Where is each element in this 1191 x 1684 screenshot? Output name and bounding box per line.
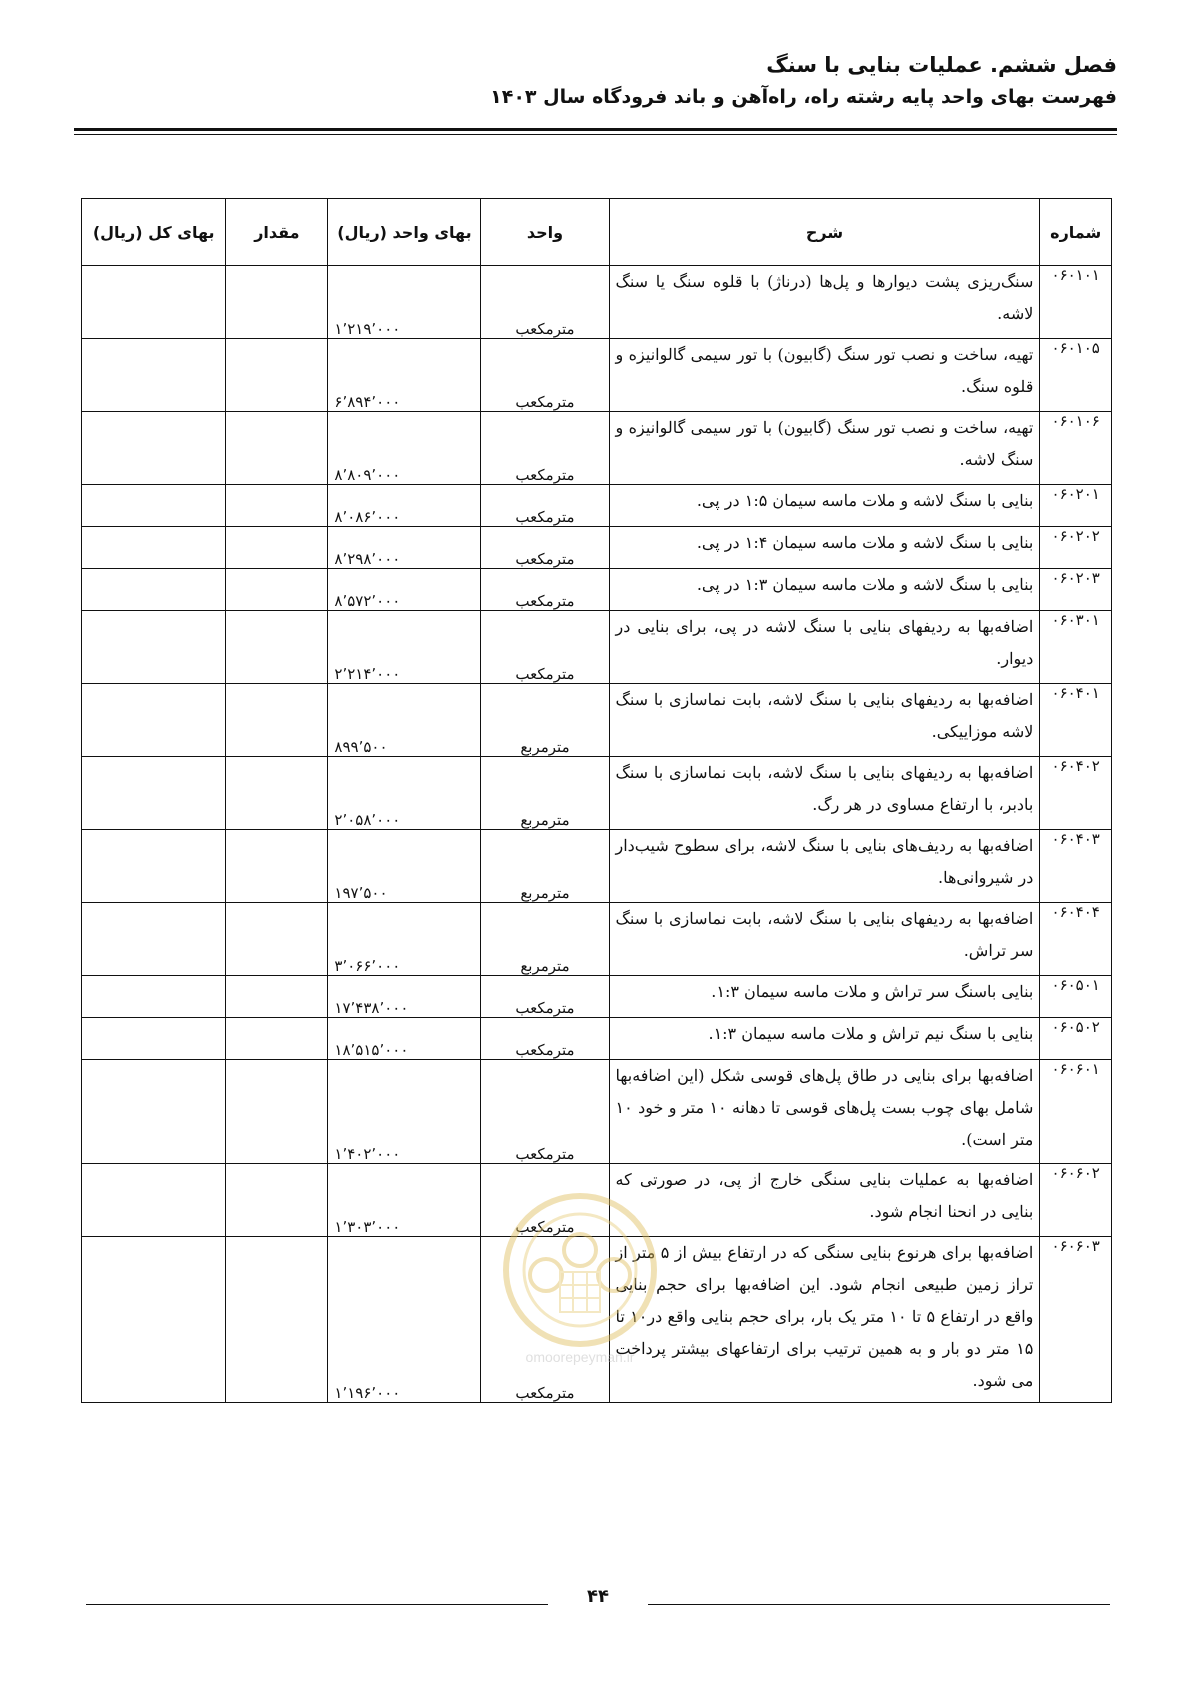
row-unit: مترمکعب [481, 1060, 609, 1164]
row-unit-price: ۱٬۴۰۲٬۰۰۰ [328, 1060, 481, 1164]
table-row [82, 1060, 1112, 1164]
row-unit-price: ۱۸٬۵۱۵٬۰۰۰ [328, 1018, 481, 1060]
row-unit: مترمربع [481, 903, 609, 976]
row-unit: مترمکعب [481, 527, 609, 569]
row-quantity [226, 339, 328, 412]
row-unit-price: ۲٬۰۵۸٬۰۰۰ [328, 757, 481, 830]
row-unit-price: ۸٬۵۷۲٬۰۰۰ [328, 569, 481, 611]
column-header-unit: واحد [481, 199, 609, 266]
row-quantity [226, 1060, 328, 1164]
row-total-price [82, 569, 226, 611]
row-unit: مترمکعب [481, 1018, 609, 1060]
row-description: بنایی با سنگ لاشه و ملات ماسه سیمان ۱:۵ در پی. [609, 485, 1040, 527]
row-unit: مترمکعب [481, 339, 609, 412]
row-total-price [82, 339, 226, 412]
row-description: تهیه، ساخت و نصب تور سنگ (گابیون) با تور سیمی گالوانیزه و قلوه سنگ. [609, 339, 1040, 412]
row-code: ۰۶۰۴۰۲ [1040, 757, 1112, 830]
row-unit-price: ۱۷٬۴۳۸٬۰۰۰ [328, 976, 481, 1018]
row-unit-price: ۱٬۳۰۳٬۰۰۰ [328, 1164, 481, 1237]
table-row [82, 903, 1112, 976]
table-row [82, 485, 1112, 527]
row-quantity [226, 684, 328, 757]
watermark-text: omoorepeyman.ir [525, 1349, 635, 1365]
row-description: اضافه‌بها برای بنایی در طاق پل‌های قوسی شکل (این اضافه‌بها شامل بهای چوب بست پل‌های قوسی تا دهانه ۱۰ متر و خود ۱۰ متر است). [609, 1060, 1040, 1164]
row-code: ۰۶۰۵۰۲ [1040, 1018, 1112, 1060]
row-code: ۰۶۰۱۰۵ [1040, 339, 1112, 412]
row-quantity [226, 1018, 328, 1060]
row-code: ۰۶۰۲۰۳ [1040, 569, 1112, 611]
row-unit: مترمکعب [481, 1237, 609, 1403]
row-total-price [82, 1164, 226, 1237]
row-unit: مترمکعب [481, 485, 609, 527]
row-unit: مترمکعب [481, 976, 609, 1018]
row-total-price [82, 976, 226, 1018]
row-unit: مترمربع [481, 830, 609, 903]
header-rule-thin [74, 134, 1117, 135]
column-header-quantity: مقدار [226, 199, 328, 266]
row-quantity [226, 903, 328, 976]
row-total-price [82, 485, 226, 527]
table-header-row [82, 199, 1112, 266]
row-quantity [226, 412, 328, 485]
table-row [82, 412, 1112, 485]
row-code: ۰۶۰۲۰۱ [1040, 485, 1112, 527]
row-description: تهیه، ساخت و نصب تور سنگ (گابیون) با تور سیمی گالوانیزه و سنگ لاشه. [609, 412, 1040, 485]
row-description: اضافه‌بها به ردیفهای بنایی با سنگ لاشه، بابت نماسازی با سنگ بادبر، با ارتفاع مساوی در هر رگ. [609, 757, 1040, 830]
row-unit-price: ۸٬۰۸۶٬۰۰۰ [328, 485, 481, 527]
row-total-price [82, 1060, 226, 1164]
row-unit-price: ۱٬۲۱۹٬۰۰۰ [328, 266, 481, 339]
row-unit-price: ۶٬۸۹۴٬۰۰۰ [328, 339, 481, 412]
row-total-price [82, 266, 226, 339]
table-row [82, 976, 1112, 1018]
row-unit: مترمکعب [481, 1164, 609, 1237]
table-row [82, 611, 1112, 684]
row-quantity [226, 527, 328, 569]
row-unit-price: ۸٬۲۹۸٬۰۰۰ [328, 527, 481, 569]
table-row [82, 527, 1112, 569]
row-code: ۰۶۰۱۰۶ [1040, 412, 1112, 485]
column-header-total-price: بهای کل (ریال) [82, 199, 226, 266]
row-description: بنایی باسنگ سر تراش و ملات ماسه سیمان ۱:۳. [609, 976, 1040, 1018]
row-total-price [82, 903, 226, 976]
column-header-description: شرح [609, 199, 1040, 266]
watermark-seal [500, 1180, 660, 1380]
row-description: بنایی با سنگ نیم تراش و ملات ماسه سیمان ۱:۳. [609, 1018, 1040, 1060]
row-total-price [82, 611, 226, 684]
row-description: اضافه‌بها به ردیفهای بنایی با سنگ لاشه، بابت نماسازی با سنگ لاشه موزاییکی. [609, 684, 1040, 757]
row-unit: مترمکعب [481, 611, 609, 684]
row-quantity [226, 830, 328, 903]
row-code: ۰۶۰۶۰۱ [1040, 1060, 1112, 1164]
row-unit: مترمکعب [481, 569, 609, 611]
row-code: ۰۶۰۴۰۴ [1040, 903, 1112, 976]
row-code: ۰۶۰۴۰۳ [1040, 830, 1112, 903]
row-description: اضافه‌بها برای هرنوع بنایی سنگی که در ارتفاع بیش از ۵ متر از تراز زمین طبیعی انجام شود. این اضافه‌بها برای حجم بنایی واقع در ارتفاع ۵ تا ۱۰ متر یک بار، برای حجم بنایی واقع در۱۰ تا ۱۵ متر دو بار و به همین ترتیب برای ارتفاعهای بیشتر پرداخت می شود. [609, 1237, 1040, 1403]
row-unit-price: ۱٬۱۹۶٬۰۰۰ [328, 1237, 481, 1403]
row-unit: مترمربع [481, 757, 609, 830]
row-total-price [82, 412, 226, 485]
row-unit-price: ۳٬۰۶۶٬۰۰۰ [328, 903, 481, 976]
row-quantity [226, 611, 328, 684]
row-code: ۰۶۰۴۰۱ [1040, 684, 1112, 757]
row-total-price [82, 757, 226, 830]
row-total-price [82, 830, 226, 903]
page-header [74, 48, 1117, 112]
row-unit-price: ۸٬۸۰۹٬۰۰۰ [328, 412, 481, 485]
row-code: ۰۶۰۱۰۱ [1040, 266, 1112, 339]
row-quantity [226, 569, 328, 611]
row-description: اضافه‌بها به ردیفهای بنایی با سنگ لاشه، بابت نماسازی با سنگ سر تراش. [609, 903, 1040, 976]
row-unit: مترمکعب [481, 412, 609, 485]
table-row [82, 569, 1112, 611]
table-row [82, 830, 1112, 903]
table-row [82, 339, 1112, 412]
row-unit-price: ۲٬۲۱۴٬۰۰۰ [328, 611, 481, 684]
row-description: اضافه‌بها به ردیفهای بنایی با سنگ لاشه در پی، برای بنایی در دیوار. [609, 611, 1040, 684]
row-description: بنایی با سنگ لاشه و ملات ماسه سیمان ۱:۴ در پی. [609, 527, 1040, 569]
row-unit-price: ۸۹۹٬۵۰۰ [328, 684, 481, 757]
row-code: ۰۶۰۶۰۳ [1040, 1237, 1112, 1403]
footer-rule-right [648, 1604, 1110, 1605]
row-unit: مترمربع [481, 684, 609, 757]
table-row [82, 684, 1112, 757]
row-total-price [82, 1018, 226, 1060]
row-code: ۰۶۰۳۰۱ [1040, 611, 1112, 684]
row-description: اضافه‌بها به ردیف‌های بنایی با سنگ لاشه، برای سطوح شیب‌دار در شیروانی‌ها. [609, 830, 1040, 903]
row-quantity [226, 485, 328, 527]
row-description: بنایی با سنگ لاشه و ملات ماسه سیمان ۱:۳ در پی. [609, 569, 1040, 611]
table-row [82, 757, 1112, 830]
row-quantity [226, 1164, 328, 1237]
row-quantity [226, 976, 328, 1018]
row-quantity [226, 266, 328, 339]
row-quantity [226, 1237, 328, 1403]
document-subtitle: فهرست بهای واحد پایه رشته راه، راه‌آهن و باند فرودگاه سال ۱۴۰۳ [490, 86, 1117, 108]
row-description: اضافه‌بها به عملیات بنایی سنگی خارج از پی، در صورتی که بنایی در انحنا انجام شود. [609, 1164, 1040, 1237]
row-total-price [82, 684, 226, 757]
chapter-title: فصل ششم. عملیات بنایی با سنگ [766, 53, 1117, 77]
column-header-code: شماره [1040, 199, 1112, 266]
row-description: سنگ‌ریزی پشت دیوارها و پل‌ها (درناژ) با قلوه سنگ یا سنگ لاشه. [609, 266, 1040, 339]
footer-rule-left [86, 1604, 548, 1605]
column-header-unit-price: بهای واحد (ریال) [328, 199, 481, 266]
table-row [82, 1018, 1112, 1060]
row-unit-price: ۱۹۷٬۵۰۰ [328, 830, 481, 903]
row-unit: مترمکعب [481, 266, 609, 339]
table-row [82, 266, 1112, 339]
row-quantity [226, 757, 328, 830]
row-code: ۰۶۰۲۰۲ [1040, 527, 1112, 569]
row-total-price [82, 1237, 226, 1403]
row-code: ۰۶۰۵۰۱ [1040, 976, 1112, 1018]
header-rule-thick [74, 128, 1117, 131]
page-number: ۴۴ [587, 1586, 609, 1607]
row-code: ۰۶۰۶۰۲ [1040, 1164, 1112, 1237]
row-total-price [82, 527, 226, 569]
